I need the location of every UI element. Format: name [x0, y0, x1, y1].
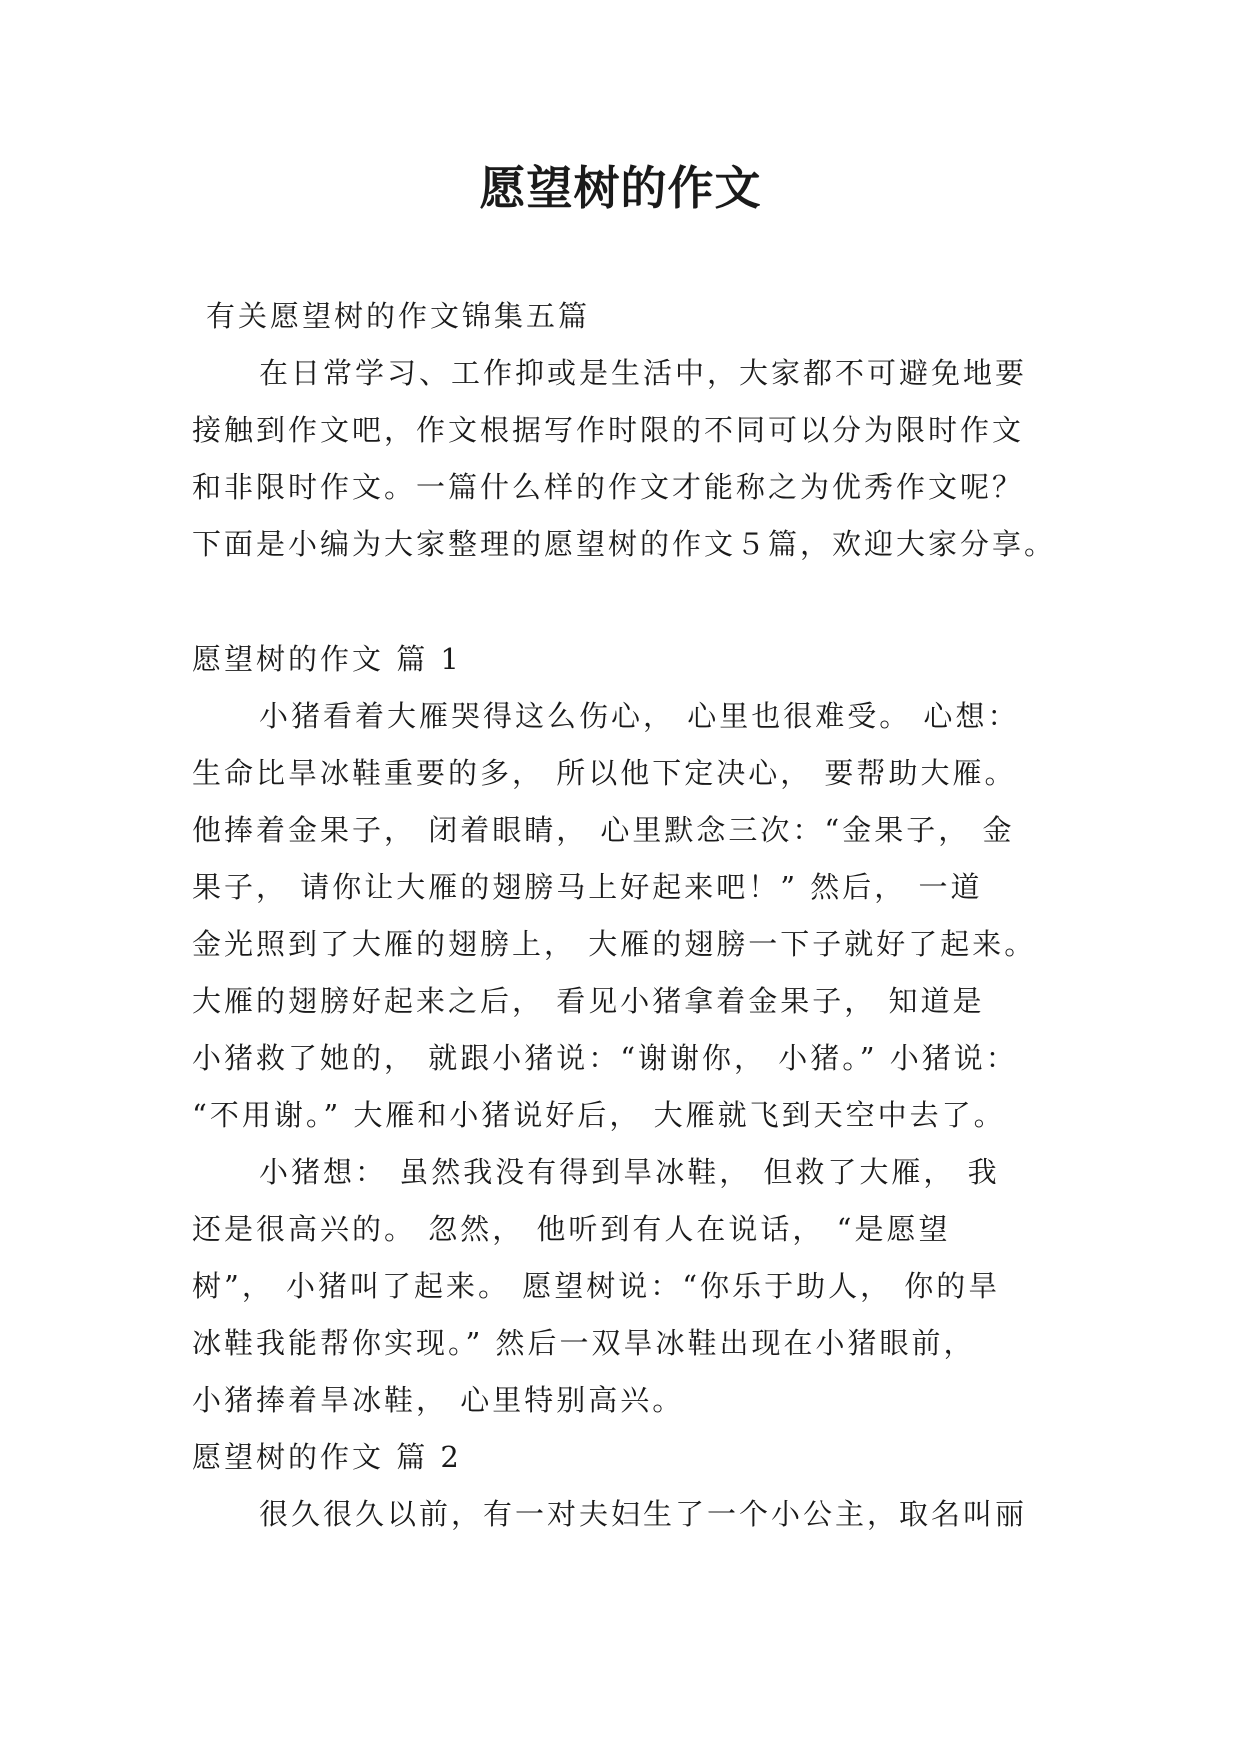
section-1	[192, 631, 1092, 1429]
text-line: 在日常学习、工作抑或是生活中，大家都不可避免地要	[259, 356, 1028, 390]
text-line: 小猪看着大雁哭得这么伤心， 心里也很难受。 心想：	[259, 699, 1020, 733]
text-line: 小猪捧着旱冰鞋， 心里特别高兴。	[192, 1383, 685, 1417]
text-line: “不用谢。” 大雁和小猪说好后， 大雁就飞到天空中去了。	[192, 1098, 1006, 1132]
section-1-paragraph-1	[192, 688, 1092, 1144]
document-title: 愿望树的作文	[479, 161, 762, 215]
text-line: 还是很高兴的。 忽然， 他听到有人在说话， “是愿望	[192, 1212, 951, 1246]
text-line: 冰鞋我能帮你实现。” 然后一双旱冰鞋出现在小猪眼前，	[192, 1326, 976, 1360]
section-heading: 愿望树的作文 篇 2	[192, 1440, 462, 1474]
text-line: 小猪想： 虽然我没有得到旱冰鞋， 但救了大雁， 我	[259, 1155, 1000, 1189]
section-1-paragraph-2	[192, 1144, 1092, 1429]
section-heading: 愿望树的作文 篇 1	[192, 642, 462, 676]
text-line: 大雁的翅膀好起来之后， 看见小猪拿着金果子， 知道是	[192, 984, 985, 1018]
text-line: 很久很久以前，有一对夫妇生了一个小公主，取名叫丽	[259, 1497, 1028, 1531]
text-line: 果子， 请你让大雁的翅膀马上好起来吧！” 然后， 一道	[192, 870, 983, 904]
text-line: 接触到作文吧，作文根据写作时限的不同可以分为限时作文	[192, 413, 1025, 447]
text-line: 生命比旱冰鞋重要的多， 所以他下定决心， 要帮助大雁。	[192, 756, 1017, 790]
document-body	[192, 288, 1092, 1543]
spacer	[192, 573, 1092, 631]
section-2	[192, 1429, 1092, 1543]
intro-paragraph	[192, 345, 1092, 573]
text-line: 树”， 小猪叫了起来。 愿望树说：“你乐于助人， 你的旱	[192, 1269, 1001, 1303]
section-2-paragraph-1	[192, 1486, 1092, 1543]
text-line: 小猪救了她的， 就跟小猪说：“谢谢你， 小猪。” 小猪说：	[192, 1041, 1018, 1075]
text-line: 和非限时作文。一篇什么样的作文才能称之为优秀作文呢？	[192, 470, 1025, 504]
document-subtitle: 有关愿望树的作文锦集五篇	[206, 299, 591, 333]
text-line: 金光照到了大雁的翅膀上， 大雁的翅膀一下子就好了起来。	[192, 927, 1037, 961]
text-line: 下面是小编为大家整理的愿望树的作文５篇，欢迎大家分享。	[192, 527, 1057, 561]
text-line: 他捧着金果子， 闭着眼睛， 心里默念三次：“金果子， 金	[192, 813, 1015, 847]
